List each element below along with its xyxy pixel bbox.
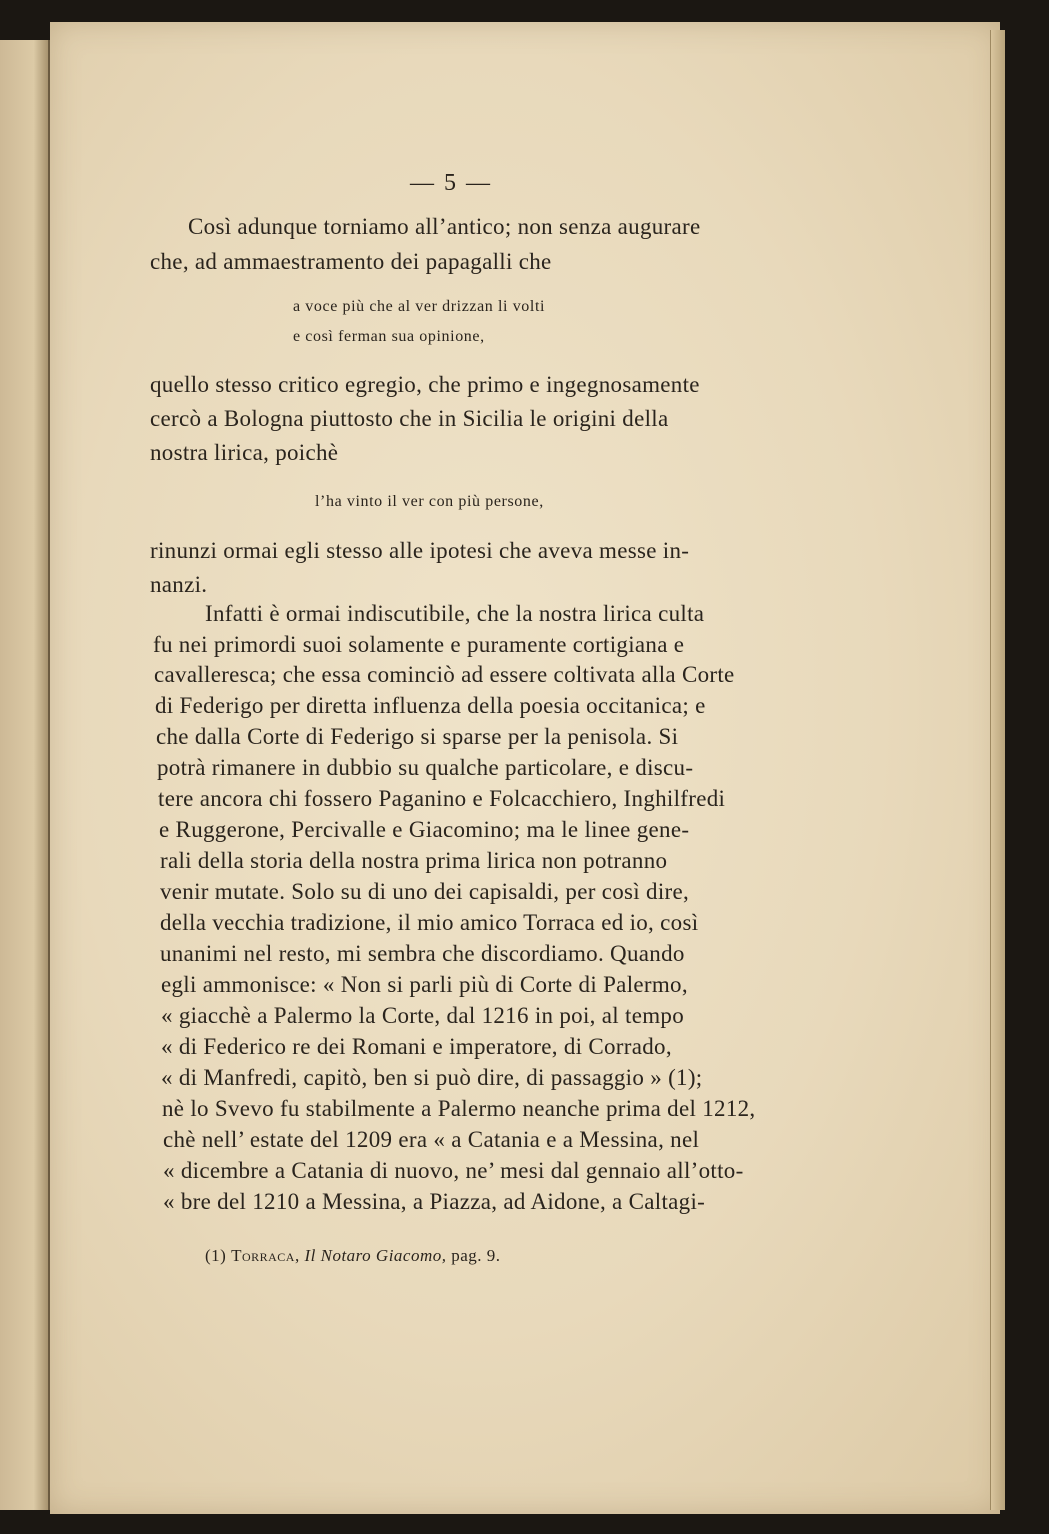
body-line: unanimi nel resto, mi sembra che discordiamo. Quando xyxy=(160,941,685,966)
body-line: quello stesso critico egregio, che primo e ingegnosamente xyxy=(150,372,700,397)
page-stack-edge xyxy=(990,30,1005,1510)
verse-line: a voce più che al ver drizzan li volti xyxy=(293,298,546,315)
body-line: cercò a Bologna piuttosto che in Sicilia le origini della xyxy=(150,406,669,431)
body-line: fu nei primordi suoi solamente e puramente cortigiana e xyxy=(153,632,685,657)
body-line: « di Federico re dei Romani e imperatore, di Corrado, xyxy=(161,1034,672,1059)
previous-page-edge xyxy=(0,40,50,1510)
footnote-page: pag. 9. xyxy=(451,1246,501,1265)
page-number: — 5 — xyxy=(410,170,492,196)
body-line: « giacchè a Palermo la Corte, dal 1216 in poi, al tempo xyxy=(161,1003,684,1028)
body-line: rinunzi ormai egli stesso alle ipotesi che aveva messe in- xyxy=(150,538,690,563)
body-line: che, ad ammaestramento dei papagalli che xyxy=(150,249,552,274)
body-line: della vecchia tradizione, il mio amico Torraca ed io, così xyxy=(160,910,699,935)
body-line: potrà rimanere in dubbio su qualche particolare, e discu- xyxy=(157,755,694,780)
body-line: Infatti è ormai indiscutibile, che la nostra lirica culta xyxy=(205,601,705,626)
body-line: nostra lirica, poichè xyxy=(150,440,339,465)
body-line: di Federigo per diretta influenza della poesia occitanica; e xyxy=(155,693,706,718)
body-line: egli ammonisce: « Non si parli più di Corte di Palermo, xyxy=(161,972,688,997)
body-line: Così adunque torniamo all’antico; non senza augurare xyxy=(188,214,701,239)
body-line: chè nell’ estate del 1209 era « a Catania e a Messina, nel xyxy=(163,1127,700,1152)
verse-line: e così ferman sua opinione, xyxy=(293,328,485,345)
body-line: venir mutate. Solo su di uno dei capisaldi, per così dire, xyxy=(160,879,690,904)
verse-line: l’ha vinto il ver con più persone, xyxy=(315,493,544,510)
body-line: « bre del 1210 a Messina, a Piazza, ad Aidone, a Caltagi- xyxy=(163,1189,706,1214)
body-line: nè lo Svevo fu stabilmente a Palermo neanche prima del 1212, xyxy=(162,1096,756,1121)
body-line: e Ruggerone, Percivalle e Giacomino; ma le linee gene- xyxy=(159,817,690,842)
body-line: che dalla Corte di Federigo si sparse per la penisola. Si xyxy=(156,724,679,749)
footnote-author: Torraca, xyxy=(231,1246,300,1265)
body-line: tere ancora chi fossero Paganino e Folcacchiero, Inghilfredi xyxy=(158,786,726,811)
body-line: rali della storia della nostra prima lirica non potranno xyxy=(160,848,668,873)
body-line: nanzi. xyxy=(150,572,208,597)
footnote-title: Il Notaro Giacomo, xyxy=(304,1246,447,1265)
body-line: cavalleresca; che essa cominciò ad essere coltivata alla Corte xyxy=(154,662,735,687)
footnote-marker: (1) xyxy=(205,1246,227,1265)
footnote xyxy=(205,1246,501,1266)
body-line: « di Manfredi, capitò, ben si può dire, di passaggio » (1); xyxy=(161,1065,703,1090)
body-line: « dicembre a Catania di nuovo, ne’ mesi dal gennaio all’otto- xyxy=(163,1158,744,1183)
